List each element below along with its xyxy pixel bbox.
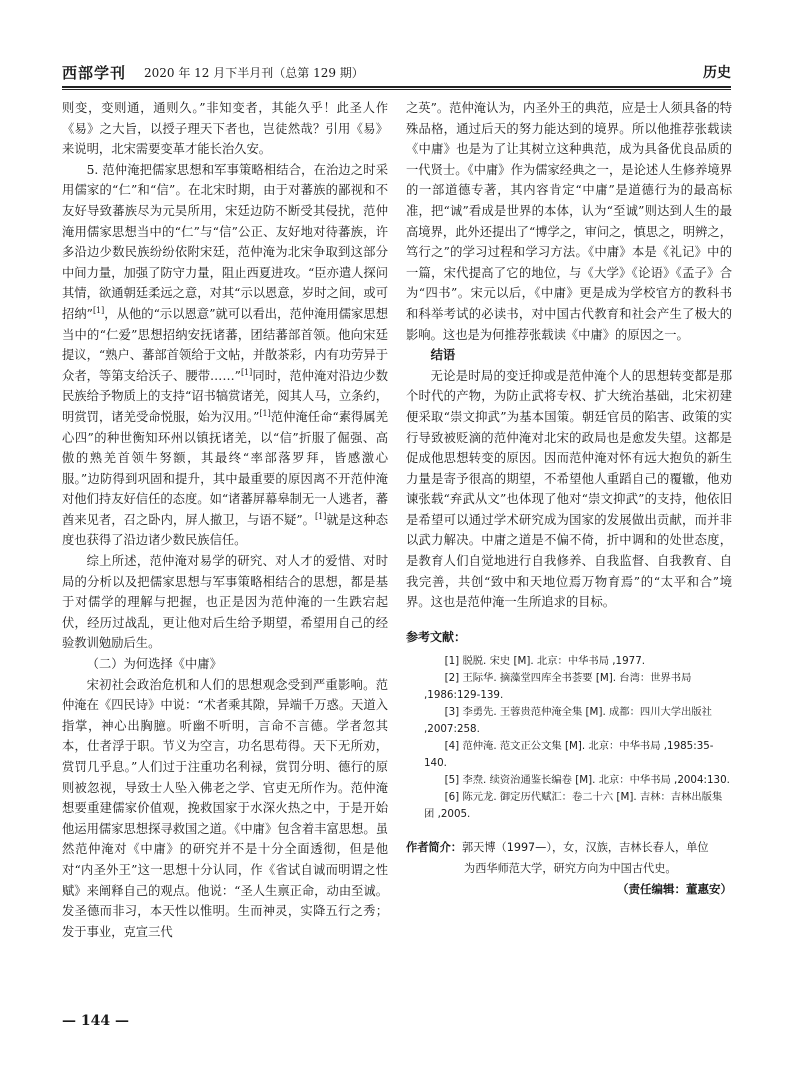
right-column <box>406 98 732 900</box>
reference-item: [1] 脱脱. 宋史 [M]. 北京：中华书局 ,1977. <box>444 655 646 668</box>
header-rule-thin <box>62 89 731 90</box>
section-label: 历史 <box>703 65 731 81</box>
page-number: — 144 — <box>62 1013 129 1029</box>
conclusion-heading: 结语 <box>430 347 456 363</box>
running-header <box>62 62 731 84</box>
header-rule <box>62 86 731 88</box>
editor-credit: （责任编辑：董惠安） <box>617 882 732 897</box>
author-text-cont: 为西华师范大学，研究方向为中国古代史。 <box>464 862 677 876</box>
issue-info: 2020 年 12 月下半月刊（总第 129 期） <box>144 66 364 80</box>
reference-item: [5] 李焘. 续资治通鉴长编卷 [M]. 北京：中华书局 ,2004:130. <box>444 774 730 787</box>
reference-item: [4] 范仲淹. 范文正公文集 [M]. 北京：中华书局 ,1985:35-140. <box>424 740 714 770</box>
paragraph: 无论是时局的变迁抑或是范仲淹个人的思想转变都是那个时代的产物，为防止武将专权、扩大统治基础，北宋初建便采取“崇文抑武”为基本国策。朝廷官员的陷害、政策的实行导致被贬滴的范仲淹对北宋的政局也是愈发失望。这都是促成他思想转变的原因。因而范仲淹对怀有远大抱负的新生力量是寄予很高的期望，不希望他人重蹈自己的覆辙，他劝谏张载“弃武从文”也体现了他对“崇文抑武”的支持，他依旧是希望可以通过学术研究成为国家的发展做出贡献，而并非以武力解决。中庸之道是不偏不倚，折中调和的处世态度，是教育人们自觉地进行自我修养、自我监督、自我教育、自我完善，共创“致中和天地位焉万物育焉”的“太平和合”境界。这也是范仲淹一生所追求的目标。 <box>406 368 732 610</box>
author-text: 郭天博（1997—），女，汉族，吉林长春人，单位 <box>461 841 709 855</box>
paragraph: 宋初社会政治危机和人们的思想观念受到严重影响。范仲淹在《四民诗》中说：“术者乘其隙，异端千万惑。天道入指掌，神心出胸臆。听幽不听明，言命不言德。学者忽其本，仕者浮于职。节义为空言，功名思苟得。天下无所劝，赏罚几乎息。”人们过于注重功名利禄，赏罚分明、德行的原则被忽视，导致士人坠入佛老之学、官吏无所作为。范仲淹想要重建儒家价值观，挽救国家于水深火热之中，于是开始他运用儒家思想探寻救国之道。《中庸》包含着丰富思想。虽然范仲淹对《中庸》的研究并不是十分全面透彻，但是他对“内圣外王”这一思想十分认同，作《省试自诚而明谓之性赋》来阐释自己的观点。他说：“圣人生禀正命，动由至诚。发圣德而非习，本天性以惟明。生而神灵，实降五行之秀；发于事业，克宣三代 <box>62 677 389 939</box>
journal-logo: 西部学刊 <box>62 64 127 82</box>
paragraph: 之英”。范仲淹认为，内圣外王的典范，应是士人须具备的特殊品格，通过后天的努力能达到的境界。所以他推荐张载读《中庸》也是为了让其树立这种典范，成为具备优良品质的一代贤士。《中庸》作为儒家经典之一，是论述人生修养境界的一部道德专著，其内容肯定“中庸”是道德行为的最高标准，把“诚”看成是世界的本体，认为“至诚”则达到人生的最高境界，此外还提出了“博学之，审问之，慎思之，明辨之，笃行之”的学习过程和学习方法。《中庸》本是《礼记》中的一篇，宋代提高了它的地位，与《大学》《论语》《孟子》合为“四书”。宋元以后，《中庸》更是成为学校官方的教科书和科举考试的必读书，对中国古代教育和社会产生了极大的影响。这也是为何推荐张载读《中庸》的原因之一。 <box>406 101 733 342</box>
author-label: 作者简介： <box>406 841 462 855</box>
reference-item: [3] 李勇先. 王蓉贵范仲淹全集 [M]. 成都：四川大学出版社 ,2007:258. <box>424 706 712 736</box>
paragraph: 综上所述，范仲淹对易学的研究、对人才的爱惜、对时局的分析以及把儒家思想与军事策略相结合的思想，都是基于对儒学的理解与把握，也正是因为范仲淹的一生跌宕起伏，经历过战乱，更让他对后生给予期望，希望用自己的经验教训勉励后生。 <box>62 554 388 651</box>
reference-item: [2] 王际华. 摘藻堂四库全书荟要 [M]. 台湾：世界书局 ,1986:129-139. <box>424 672 692 702</box>
paragraph: 则变，变则通，通则久。”非知变者，其能久乎！此圣人作《易》之大旨，以授子理天下者也，岂徒然哉？引用《易》来说明，北宋需要变革才能长治久安。 <box>62 101 388 157</box>
reference-item: [6] 陈元龙. 御定历代赋汇：卷二十六 [M]. 吉林：吉林出版集团 ,2005. <box>424 791 723 821</box>
references-heading: 参考文献： <box>406 629 467 644</box>
author-bio <box>406 837 732 879</box>
paragraph: 5. 范仲淹把儒家思想和军事策略相结合，在治边之时采用儒家的“仁”和“信”。在北宋时期，由于对蕃族的鄙视和不友好导致蕃族尽为元昊所用，宋廷边防不断受其侵扰，范仲淹用儒家思想当中的“仁”与“信”公正、友好地对待蕃族，许多沿边少数民族纷纷依附宋廷，范仲淹为北宋争取到这部分中间力量，加强了防守力量，阻止西夏进攻。“臣亦遣人探问其情，欲通朝廷柔远之意，对其“示以恩意，岁时之间，或可招纳”[1]，从他的“示以恩意”就可以看出，范仲淹用儒家思想当中的“仁爱”思想招纳安抚诸蕃，团结蕃部首领。他向宋廷提议，“熟户、蕃部首领给于文帖，并散茶彩，内有功劳异于众者，等第支给沃子、腰带……”[1]同时，范仲淹对沿边少数民族给予物质上的支持“诏书犒赏诸羌，阅其人马，立条约，明赏罚，诸羌受命悦服，始为汉用。”[1]范仲淹任命“素得属羌心四”的种世衡知环州以镇抚诸羌，以“信”折服了倔强、高傲的熟羌首领牛努额，其最终“率部落罗拜，皆感激心服。”边防得到巩固和提升，其中最重要的原因离不开范仲淹对他们持友好信任的态度。如“诸蕃屏幕皋制无一人逃者，蕃酋来见者，召之卧内，屏人撤卫，与语不疑”。[1]就是这种态度也获得了沿边诸少数民族信任。 <box>62 162 389 548</box>
left-column <box>62 98 388 942</box>
subsection-heading: （二）为何选择《中庸》 <box>86 657 222 672</box>
